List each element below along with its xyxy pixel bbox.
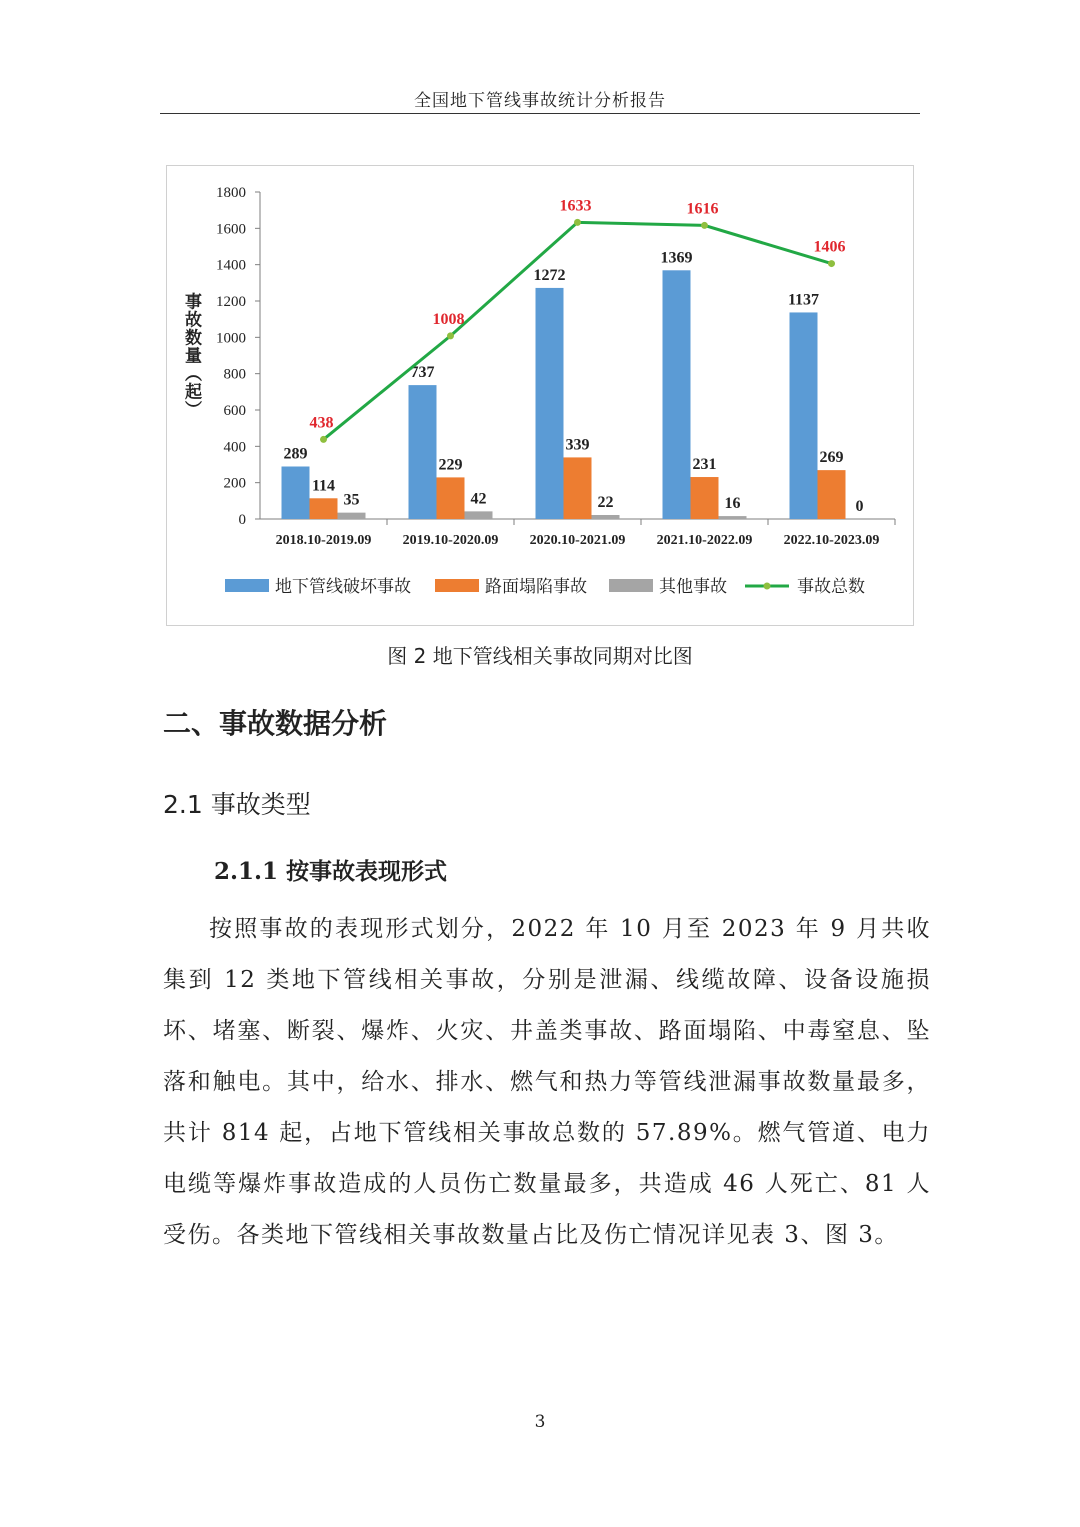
bar-2 <box>437 477 465 519</box>
legend-swatch <box>435 579 479 592</box>
bar-1 <box>282 466 310 519</box>
bar-value-label: 35 <box>343 491 360 509</box>
y-tick-label: 1400 <box>216 257 246 274</box>
bar-value-label: 737 <box>410 364 435 382</box>
y-tick-label: 800 <box>223 366 246 383</box>
y-tick-label: 0 <box>238 512 246 528</box>
total-value-label: 438 <box>309 414 334 432</box>
x-tick-label: 2021.10-2022.09 <box>656 533 753 548</box>
bar-value-label: 1369 <box>660 249 693 267</box>
legend-label: 地下管线破坏事故 <box>275 577 411 597</box>
bar-value-label: 16 <box>724 495 741 513</box>
bar-2 <box>818 470 846 519</box>
bar-value-label: 231 <box>692 456 717 474</box>
x-tick-label: 2022.10-2023.09 <box>783 533 880 548</box>
bar-1 <box>790 312 818 519</box>
bar-1 <box>409 385 437 519</box>
chart-container <box>166 165 914 626</box>
total-value-label: 1008 <box>432 310 465 328</box>
subsection-heading: 2.1 事故类型 <box>163 790 311 819</box>
legend-swatch <box>609 579 653 592</box>
bar-value-label: 289 <box>283 445 308 463</box>
legend-label: 其他事故 <box>659 577 727 597</box>
legend-label: 路面塌陷事故 <box>485 577 587 597</box>
subsubsection-heading: 2.1.1 按事故表现形式 <box>214 858 448 885</box>
bar-3 <box>338 513 366 519</box>
total-point <box>701 222 708 229</box>
running-header: 全国地下管线事故统计分析报告 <box>414 91 666 111</box>
y-tick-label: 1600 <box>216 221 246 238</box>
total-point <box>320 436 327 443</box>
total-line <box>324 222 832 439</box>
y-tick-label: 1200 <box>216 294 246 310</box>
page-number: 3 <box>534 1412 546 1432</box>
total-value-label: 1616 <box>686 200 719 218</box>
bar-value-label: 269 <box>819 449 844 467</box>
legend-swatch <box>225 579 269 592</box>
bar-value-label: 42 <box>470 490 487 508</box>
bar-value-label: 22 <box>597 494 614 512</box>
total-point <box>447 332 454 339</box>
y-tick-label: 400 <box>223 439 246 456</box>
x-tick-label: 2019.10-2020.09 <box>402 533 499 548</box>
bar-value-label: 229 <box>438 456 463 474</box>
bar-3 <box>719 516 747 519</box>
accident-comparison-chart <box>167 166 913 625</box>
bar-2 <box>691 477 719 519</box>
x-tick-label: 2020.10-2021.09 <box>529 533 626 548</box>
bar-value-label: 1272 <box>533 266 566 284</box>
y-tick-label: 600 <box>223 403 246 419</box>
y-tick-label: 1800 <box>216 185 246 201</box>
total-value-label: 1406 <box>813 238 846 256</box>
total-value-label: 1633 <box>559 197 592 215</box>
bar-3 <box>592 515 620 519</box>
legend-label: 事故总数 <box>797 577 865 597</box>
section-heading: 二、事故数据分析 <box>163 707 388 740</box>
total-point <box>574 219 581 226</box>
body-paragraph: 按照事故的表现形式划分，2022 年 10 月至 2023 年 9 月共收集到 12 类地下管线相关事故，分别是泄漏、线缆故障、设备设施损坏、堵塞、断裂、爆炸、火灾、井盖类事故、路面塌陷、中毒窒息、坠落和触电。其中，给水、排水、燃气和热力等管线泄漏事故数量最多，共计 814 起，占地下管线相关事故总数的 57.89%。燃气管道、电力电缆等爆炸事故造成的人员伤亡数量最多，共造成 46 人死亡、81 人受伤。各类地下管线相关事故数量占比及伤亡情况详见表 3、图 3。 <box>163 916 931 1248</box>
header-rule <box>160 113 920 114</box>
bar-1 <box>663 270 691 519</box>
bar-2 <box>564 457 592 519</box>
bar-2 <box>310 498 338 519</box>
bar-value-label: 0 <box>855 498 864 515</box>
bar-value-label: 339 <box>565 436 590 454</box>
bar-1 <box>536 288 564 519</box>
bar-3 <box>465 511 493 519</box>
total-point <box>828 260 835 267</box>
x-tick-label: 2018.10-2019.09 <box>275 533 372 548</box>
y-axis-title: 事故数量（起） <box>181 292 201 419</box>
chart-caption: 图 2 地下管线相关事故同期对比图 <box>387 644 693 668</box>
y-tick-label: 1000 <box>216 330 246 347</box>
legend-line-marker <box>764 583 771 590</box>
bar-value-label: 1137 <box>787 291 820 309</box>
bar-value-label: 114 <box>311 477 336 495</box>
y-tick-label: 200 <box>223 475 246 492</box>
